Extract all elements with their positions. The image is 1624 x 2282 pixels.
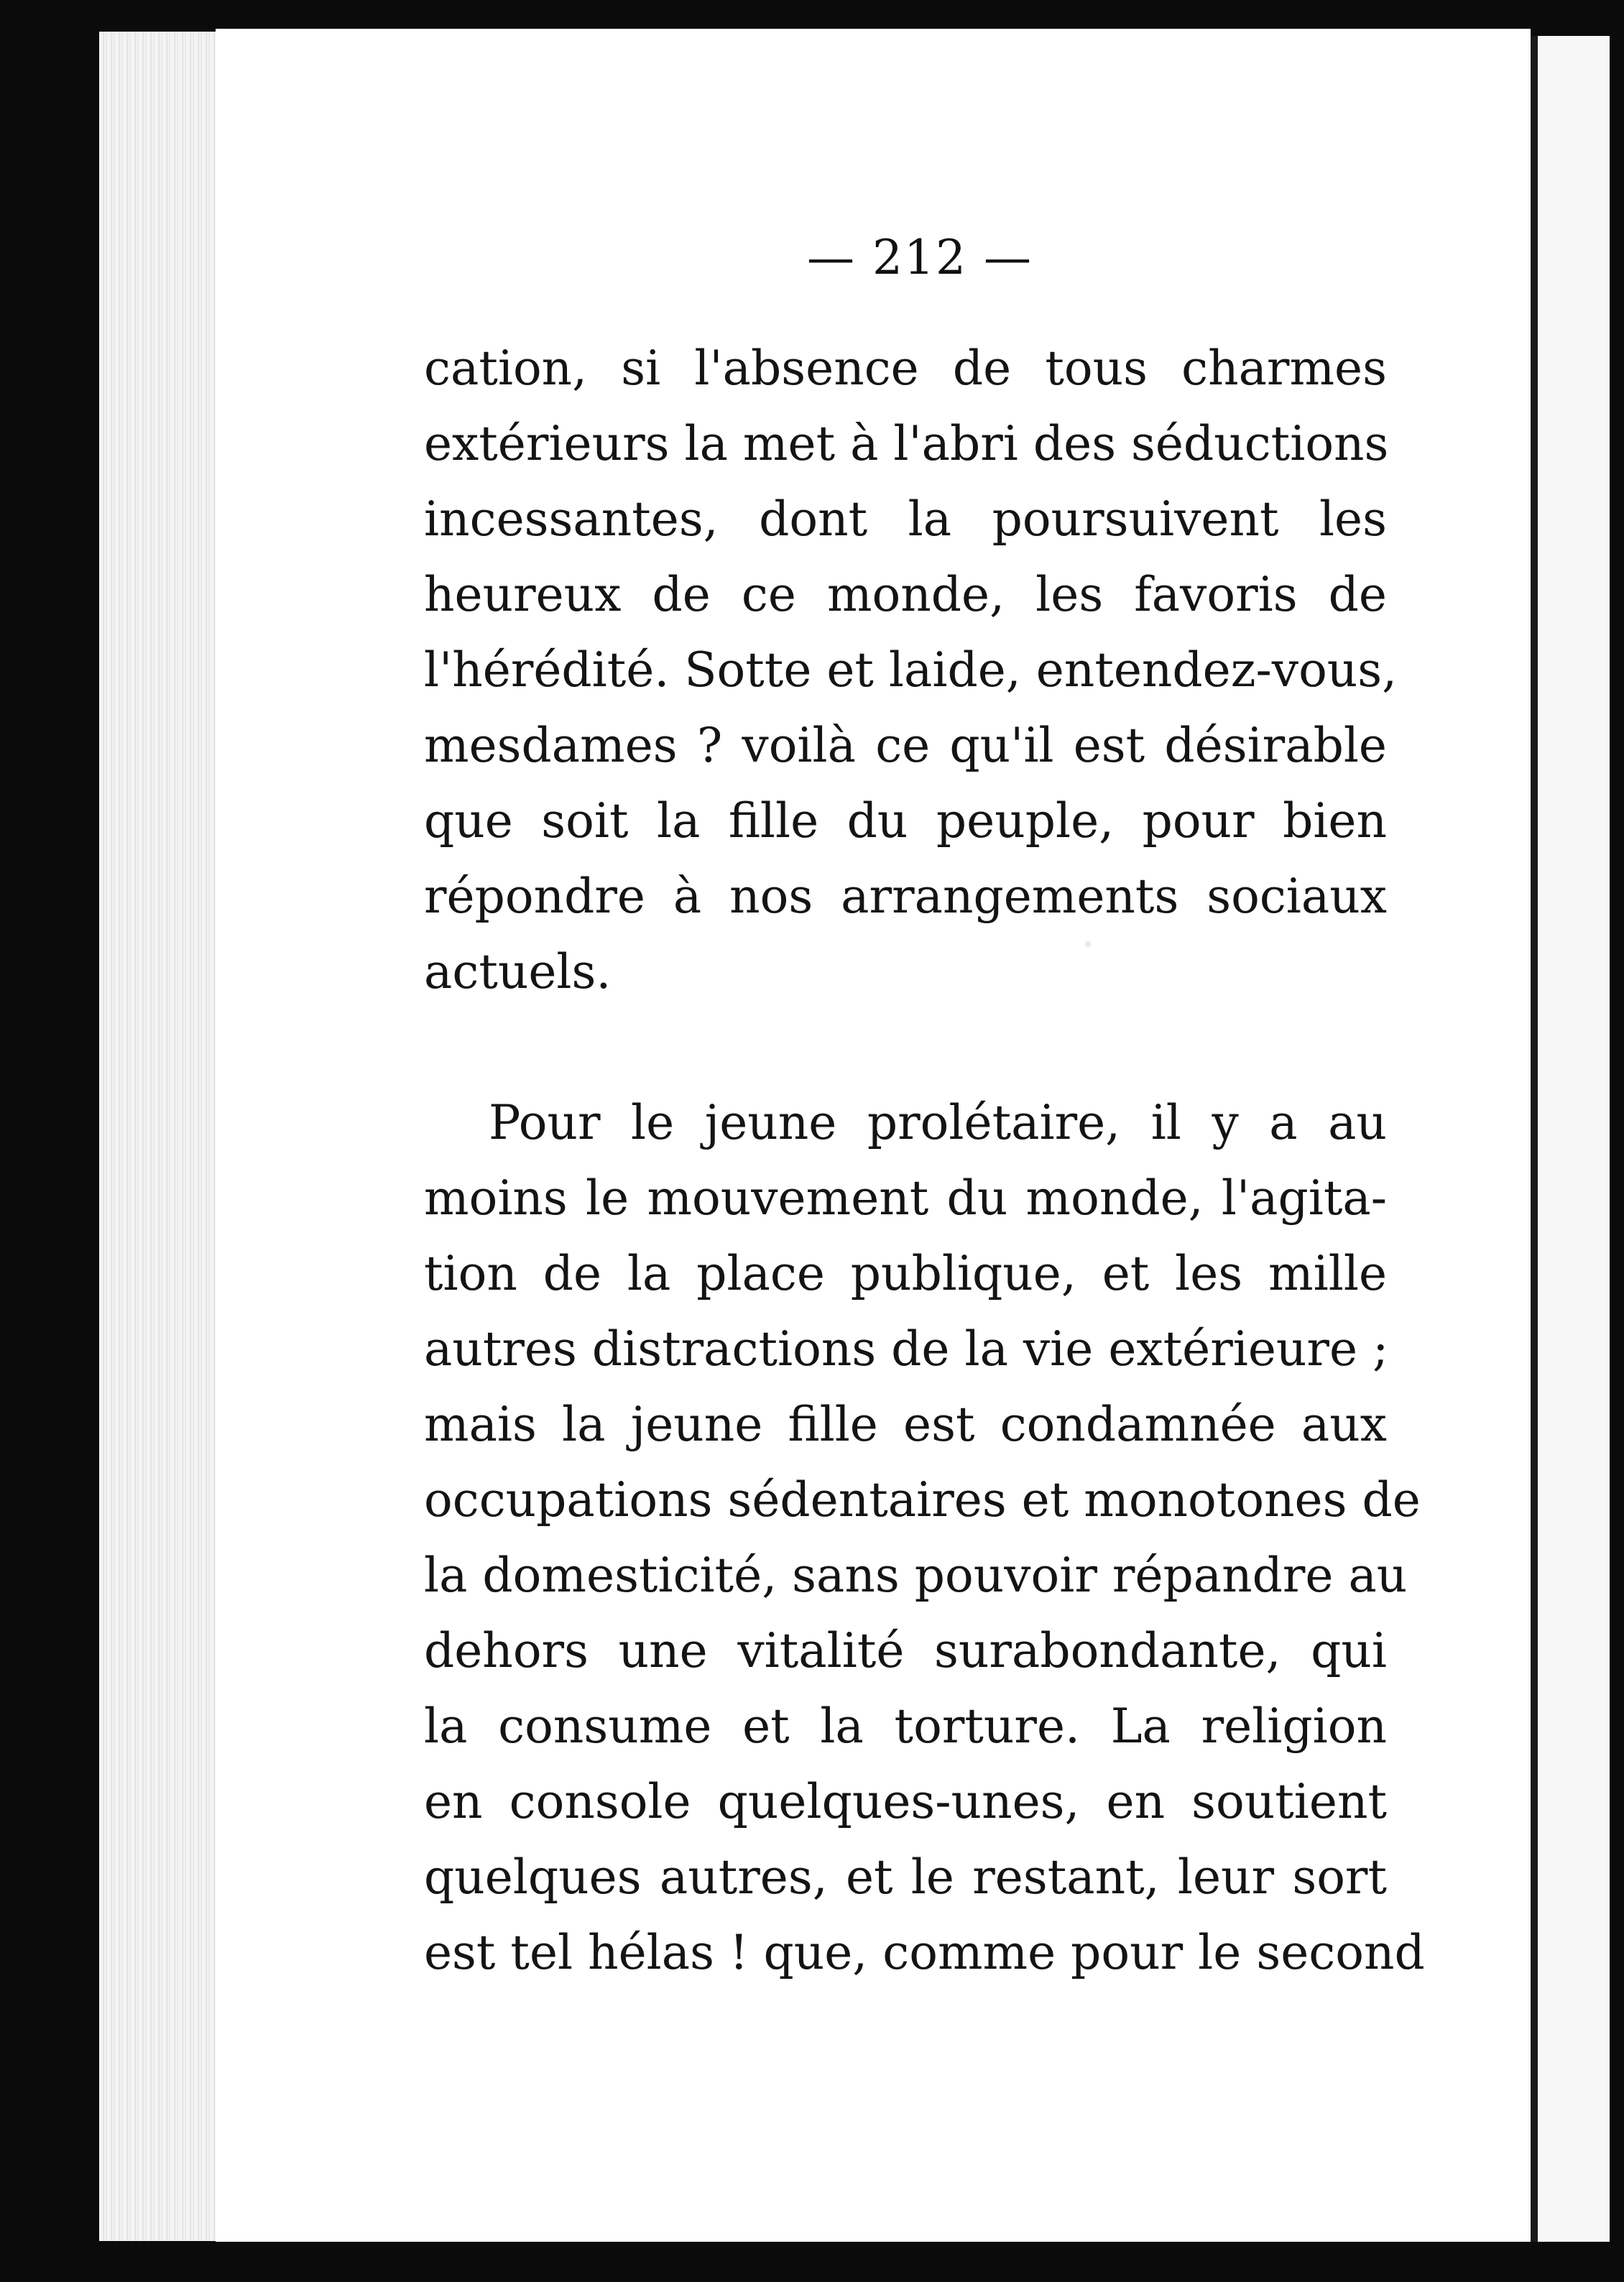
text-line: quelques autres, et le restant, leur sort bbox=[424, 1849, 1387, 1905]
text-line: tion de la place publique, et les mille bbox=[424, 1246, 1387, 1301]
paragraph bbox=[424, 331, 1398, 1010]
text-line: actuels. bbox=[424, 944, 612, 999]
text-line: incessantes, dont la poursuivent les bbox=[424, 491, 1387, 547]
page-number: — 212 — bbox=[807, 230, 1033, 285]
text-line: mais la jeune fille est condamnée aux bbox=[424, 1397, 1387, 1452]
text-line: Pour le jeune prolétaire, il y a au bbox=[489, 1095, 1387, 1150]
paragraph bbox=[424, 1085, 1425, 1990]
text-line: en console quelques-unes, en soutient bbox=[424, 1774, 1387, 1829]
text-line: l'hérédité. Sotte et laide, entendez-vous, bbox=[424, 642, 1398, 698]
text-line: occupations sédentaires et monotones de bbox=[424, 1472, 1421, 1528]
text-line: dehors une vitalité surabondante, qui bbox=[424, 1623, 1387, 1678]
text-line: répondre à nos arrangements sociaux bbox=[424, 869, 1387, 924]
text-line: que soit la fille du peuple, pour bien bbox=[424, 793, 1387, 849]
text-line: extérieurs la met à l'abri des séductions bbox=[424, 416, 1389, 471]
text-line: autres distractions de la vie extérieure ; bbox=[424, 1321, 1389, 1377]
text-line: heureux de ce monde, les favoris de bbox=[424, 567, 1387, 622]
text-line: la consume et la torture. La religion bbox=[424, 1699, 1387, 1754]
text-line: moins le mouvement du monde, l'agita- bbox=[424, 1170, 1387, 1226]
facing-page-edge bbox=[1531, 36, 1610, 2242]
book-page-edges bbox=[99, 32, 221, 2241]
text-line: mesdames ? voilà ce qu'il est désirable bbox=[424, 718, 1387, 773]
body-text bbox=[424, 331, 1425, 1990]
paragraph-spacer bbox=[424, 1010, 1387, 1085]
text-line: la domesticité, sans pouvoir répandre au bbox=[424, 1548, 1408, 1603]
text-line: cation, si l'absence de tous charmes bbox=[424, 341, 1387, 396]
text-line: est tel hélas ! que, comme pour le second bbox=[424, 1925, 1425, 1980]
